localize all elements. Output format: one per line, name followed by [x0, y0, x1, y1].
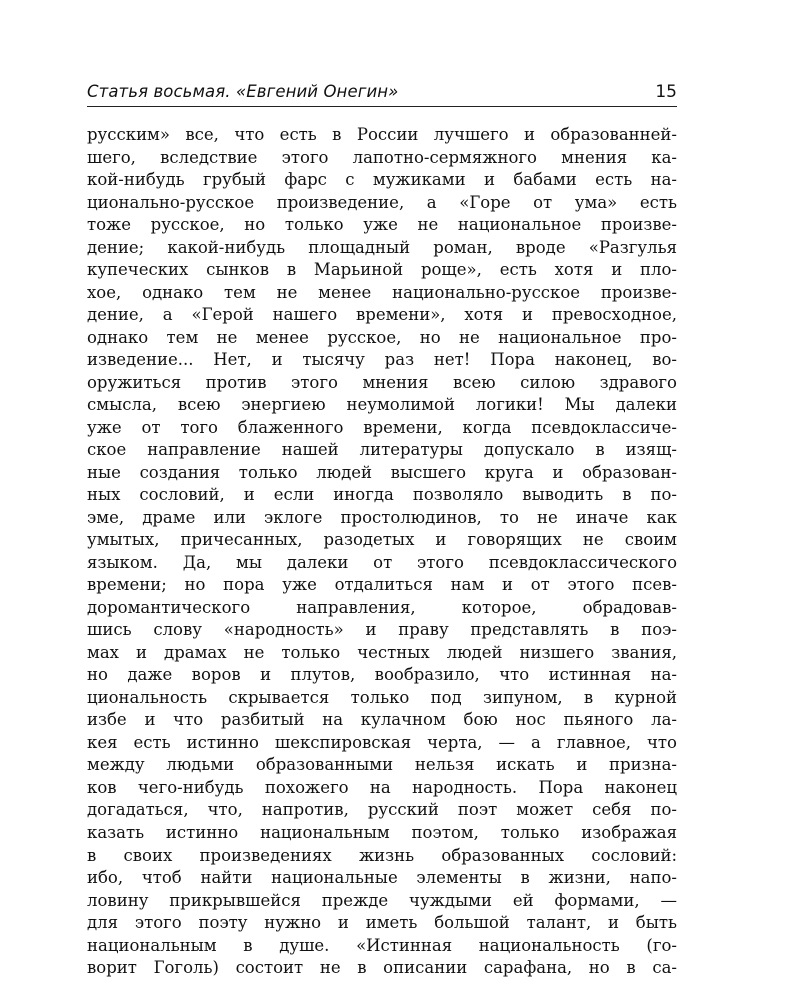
- text-line: кой-нибудь грубый фарс с мужиками и бабами есть на-: [87, 170, 677, 190]
- text-line: дение, а «Герой нашего времени», хотя и превосходное,: [87, 305, 677, 325]
- text-line: казать истинно национальным поэтом, только изображая: [87, 822, 677, 842]
- text-line: однако тем не менее русское, но не национальное про-: [87, 327, 677, 347]
- text-line: эме, драме или эклоге простолюдинов, то не иначе как: [87, 507, 677, 527]
- text-line: избе и что разбитый на кулачном бою нос пьяного ла-: [87, 710, 677, 730]
- text-line: ков чего-нибудь похожего на народность. Пора наконец: [87, 777, 677, 797]
- text-line: ибо, чтоб найти национальные элементы в жизни, напо-: [87, 868, 677, 888]
- text-line: изведение... Нет, и тысячу раз нет! Пора наконец, во-: [87, 350, 677, 370]
- text-line: русским» все, что есть в России лучшего и образованней-: [87, 125, 677, 144]
- text-line: доромантического направления, которое, обрадовав-: [87, 597, 677, 617]
- page-number: 15: [655, 82, 677, 102]
- text-line: для этого поэту нужно и иметь большой талант, и быть: [87, 913, 677, 933]
- text-line: догадаться, что, напротив, русский поэт может себя по-: [87, 800, 677, 820]
- running-header: [87, 79, 677, 105]
- text-line: кея есть истинно шекспировская черта, — а главное, что: [87, 732, 677, 752]
- running-title: Статья восьмая. «Евгений Онегин»: [87, 82, 399, 101]
- text-line: оружиться против этого мнения всею силою здравого: [87, 372, 677, 392]
- text-line: ные создания только людей высшего круга и образован-: [87, 462, 677, 482]
- text-line: ворит Гоголь) состоит не в описании сарафана, но в са-: [87, 958, 677, 978]
- text-line: смысла, всею энергиею неумолимой логики! Мы далеки: [87, 395, 677, 415]
- text-line: ловину прикрывшейся прежде чуждыми ей формами, —: [87, 890, 677, 910]
- text-line: ных сословий, и если иногда позволяло выводить в по-: [87, 485, 677, 505]
- text-line: умытых, причесанных, разодетых и говорящих не своим: [87, 530, 677, 550]
- text-line: купеческих сынков в Марьиной роще», есть хотя и пло-: [87, 260, 677, 280]
- text-line: уже от того блаженного времени, когда псевдоклассиче-: [87, 417, 677, 437]
- body-text: [87, 124, 677, 980]
- text-line: в своих произведениях жизнь образованных сословий:: [87, 845, 677, 865]
- text-line: но даже воров и плутов, вообразило, что истинная на-: [87, 665, 677, 685]
- text-line: шись слову «народность» и праву представлять в поэ-: [87, 620, 677, 640]
- text-line: языком. Да, мы далеки от этого псевдоклассического: [87, 552, 677, 572]
- text-line: ское направление нашей литературы допускало в изящ-: [87, 440, 677, 460]
- text-line: хое, однако тем не менее национально-русское произве-: [87, 282, 677, 302]
- text-line: тоже русское, но только уже не национальное произве-: [87, 215, 677, 235]
- text-line: национальным в душе. «Истинная национальность (го-: [87, 935, 677, 955]
- text-line: дение; какой-нибудь площадный роман, вроде «Разгулья: [87, 237, 677, 257]
- text-line: шего, вследствие этого лапотно-сермяжного мнения ка-: [87, 147, 677, 167]
- text-line: мах и драмах не только честных людей низшего звания,: [87, 642, 677, 662]
- text-line: циональность скрывается только под зипуном, в курной: [87, 687, 677, 707]
- text-line: между людьми образованными нельзя искать и призна-: [87, 755, 677, 775]
- text-line: времени; но пора уже отдалиться нам и от этого псев-: [87, 575, 677, 595]
- header-rule: [87, 106, 677, 107]
- text-line: ционально-русское произведение, а «Горе от ума» есть: [87, 192, 677, 212]
